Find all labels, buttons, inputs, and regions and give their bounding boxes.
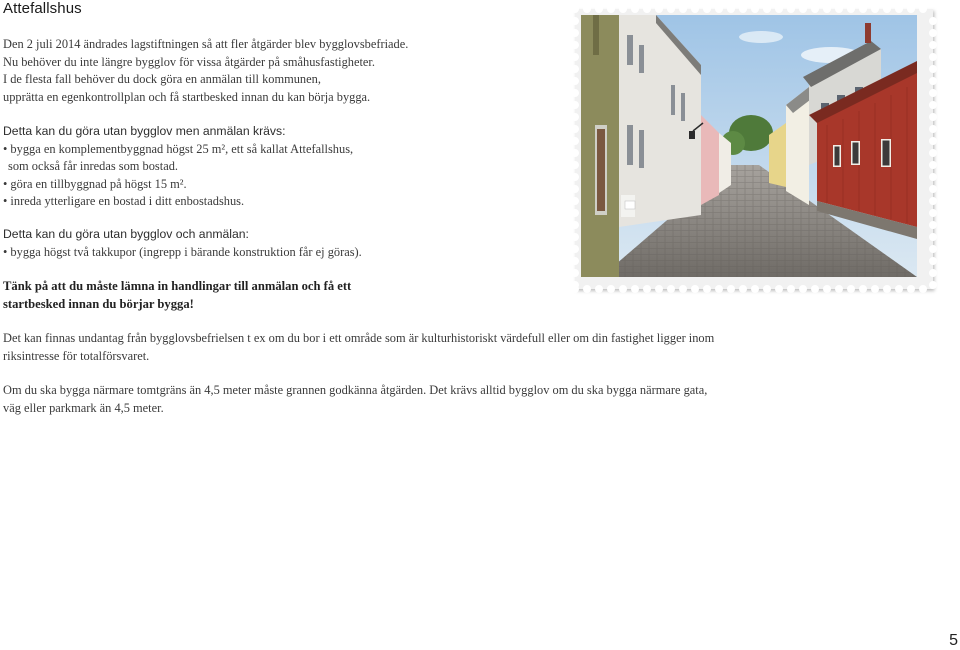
- notice-required-item: • bygga en komplementbyggnad högst 25 m², ett så kallat Attefallshus,: [3, 141, 354, 156]
- intro-line: I de flesta fall behöver du dock göra en anmälan till kommunen,: [3, 72, 321, 87]
- reminder-line: Tänk på att du måste lämna in handlingar till anmälan och få ett: [3, 279, 352, 293]
- exceptions-paragraph: [3, 330, 714, 365]
- page-number: 5: [949, 632, 958, 649]
- no-notice-heading: Detta kan du göra utan bygglov och anmälan:: [3, 227, 249, 241]
- intro-paragraph: [3, 36, 408, 106]
- reminder-paragraph: [3, 278, 351, 313]
- no-notice-item: • bygga högst två takkupor (ingrepp i bärande konstruktion får ej göras).: [3, 244, 362, 259]
- notice-required-item: • inreda ytterligare en bostad i ditt enbostadshus.: [3, 194, 245, 209]
- intro-line: Nu behöver du inte längre bygglov för vissa åtgärder på småhusfastigheter.: [3, 54, 375, 69]
- intro-line: upprätta en egenkontrollplan och få startbesked innan du kan börja bygga.: [3, 89, 371, 104]
- boundary-line: väg eller parkmark än 4,5 meter.: [3, 400, 164, 415]
- notice-required-item: • göra en tillbyggnad på högst 15 m².: [3, 176, 187, 191]
- reminder-line: startbesked innan du börjar bygga!: [3, 296, 194, 311]
- boundary-paragraph: [3, 382, 707, 417]
- exceptions-line: riksintresse för totalförsvaret.: [3, 348, 150, 363]
- street-photo-stamp: [569, 5, 941, 295]
- boundary-line: Om du ska bygga närmare tomtgräns än 4,5 meter måste grannen godkänna åtgärden. Det krävs alltid bygglov om du ska bygga närmare gata,: [3, 383, 708, 397]
- exceptions-line: Det kan finnas undantag från bygglovsbefrielsen t ex om du bor i ett område som är kulturhistoriskt värdefull eller om din fastighet ligger inom: [3, 331, 715, 345]
- street-photo-illustration: [569, 5, 941, 295]
- no-notice-section: [3, 226, 362, 261]
- notice-required-section: [3, 123, 353, 211]
- intro-line: Den 2 juli 2014 ändrades lagstiftningen så att fler åtgärder blev bygglovsbefriade.: [3, 37, 409, 51]
- notice-required-item: som också får inredas som bostad.: [8, 159, 178, 174]
- notice-required-heading: Detta kan du göra utan bygglov men anmälan krävs:: [3, 124, 286, 138]
- page-title: Attefallshus: [3, 0, 82, 17]
